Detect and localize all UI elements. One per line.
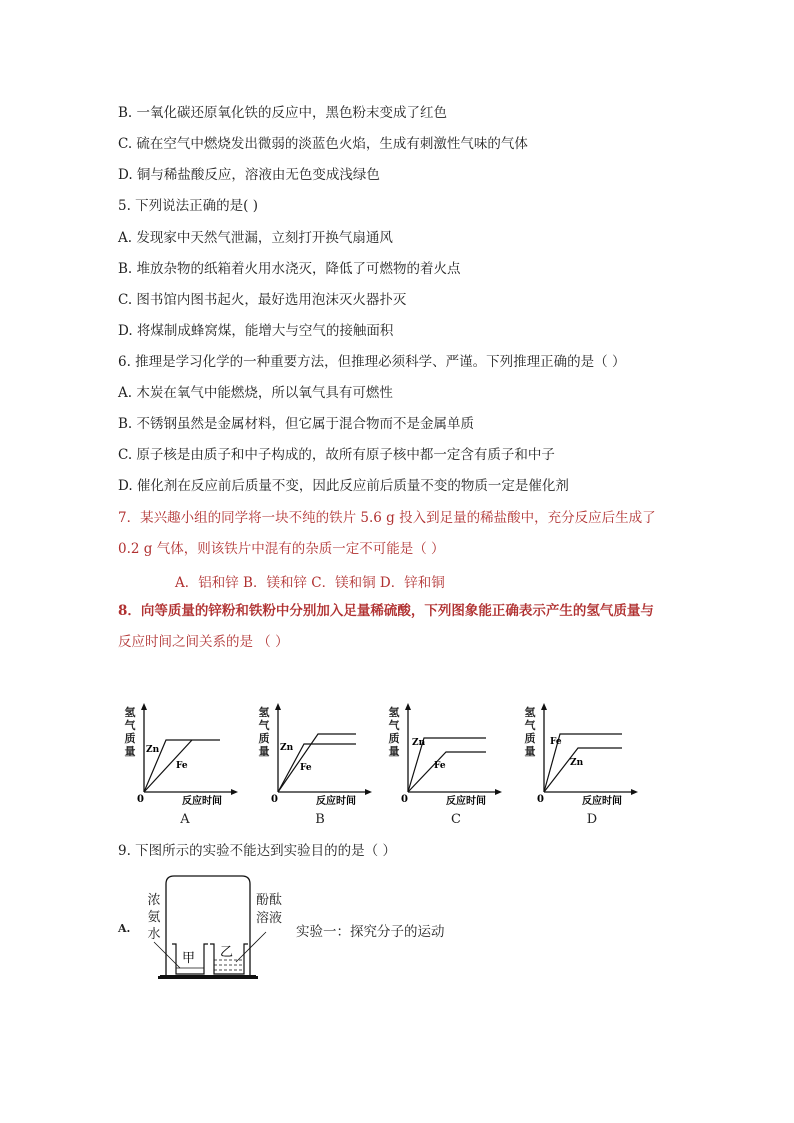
svg-text:乙: 乙 [220,945,234,960]
svg-text:甲: 甲 [182,951,196,966]
graph-y-label: 氢气质量 [258,706,270,758]
q5-option-b: B. 堆放杂物的纸箱着火用水浇灭，降低了可燃物的着火点 [118,261,461,277]
q7-stem-line1: 7．某兴趣小组的同学将一块不纯的铁片 5.6 g 投入到足量的稀盐酸中，充分反应后生成了 [118,510,656,526]
graph-a-plot [122,700,242,810]
q7-stem-line2: 0.2 g 气体，则该铁片中混有的杂质一定不可能是（ ） [118,541,445,557]
graph-d [522,700,642,810]
zn-curve [544,748,622,792]
fe-curve [408,752,486,792]
graph-d-label: D [586,812,598,827]
q5-option-a: A. 发现家中天然气泄漏，立刻打开换气扇通风 [118,230,393,246]
q6-option-c: C. 原子核是由质子和中子构成的，故所有原子核中都一定含有质子和中子 [118,447,555,463]
q4-option-d: D. 铜与稀盐酸反应，溶液由无色变成浅绿色 [118,167,380,183]
phenolphthalein-label: 酚酞溶液 [255,893,282,926]
q6-option-b: B. 不锈钢虽然是金属材料，但它属于混合物而不是金属单质 [118,416,475,432]
graph-y-label: 氢气质量 [124,706,136,758]
q6-option-d: D. 催化剂在反应前后质量不变，因此反应前后质量不变的物质一定是催化剂 [118,478,569,494]
svg-text:Zn: Zn [412,738,426,748]
graph-c [386,700,506,810]
svg-text:反应时间: 反应时间 [316,796,356,807]
q4-option-b: B. 一氧化碳还原氧化铁的反应中，黑色粉末变成了红色 [118,105,448,121]
svg-text:0: 0 [137,794,144,805]
graph-b-label: B [315,812,325,827]
svg-text:反应时间: 反应时间 [182,796,222,807]
svg-text:Zn: Zn [280,743,294,753]
graph-y-label: 氢气质量 [524,706,536,758]
q5-stem: 5. 下列说法正确的是( ) [118,198,258,214]
q5-option-d: D. 将煤制成蜂窝煤，能增大与空气的接触面积 [118,323,394,339]
svg-text:0: 0 [537,794,544,805]
q6-option-a: A. 木炭在氧气中能燃烧，所以氧气具有可燃性 [118,385,393,401]
graph-c-label: C [451,812,461,827]
graph-y-label: 氢气质量 [388,706,400,758]
graph-d-plot [522,700,642,810]
q4-option-c: C. 硫在空气中燃烧发出微弱的淡蓝色火焰，生成有刺激性气味的气体 [118,136,528,152]
graph-b-plot [256,700,376,810]
svg-text:0: 0 [401,794,408,805]
svg-text:Fe: Fe [434,761,446,771]
svg-text:Fe: Fe [300,763,312,773]
q6-stem: 6. 推理是学习化学的一种重要方法，但推理必须科学、严谨。下列推理正确的是（ ） [118,354,626,370]
graph-b [256,700,376,810]
svg-text:反应时间: 反应时间 [446,796,486,807]
svg-text:0: 0 [271,794,278,805]
svg-text:反应时间: 反应时间 [582,796,622,807]
graph-c-plot [386,700,506,810]
ammonia-label: 浓氨水 [147,893,161,942]
q5-option-c: C. 图书馆内图书起火，最好选用泡沫灭火器扑灭 [118,292,407,308]
bell-jar-diagram [140,872,300,982]
q9-stem: 9. 下图所示的实验不能达到实验目的的是（ ） [118,843,396,859]
graph-a [122,700,242,810]
svg-text:Zn: Zn [146,745,160,755]
q8-stem-line1: 8．向等质量的锌粉和铁粉中分别加入足量稀硫酸，下列图象能正确表示产生的氢气质量与 [118,603,654,619]
q7-options: A．铝和锌 B．镁和锌 C．镁和铜 D．锌和铜 [175,575,445,591]
q9-option-a-letter: A. [118,922,131,935]
svg-text:Fe: Fe [176,761,188,771]
experiment-caption: 实验一：探究分子的运动 [296,924,445,940]
svg-text:Zn: Zn [570,758,584,768]
svg-text:Fe: Fe [550,737,562,747]
q8-stem-line2: 反应时间之间关系的是 （ ） [118,634,289,650]
graph-a-label: A [180,812,190,827]
